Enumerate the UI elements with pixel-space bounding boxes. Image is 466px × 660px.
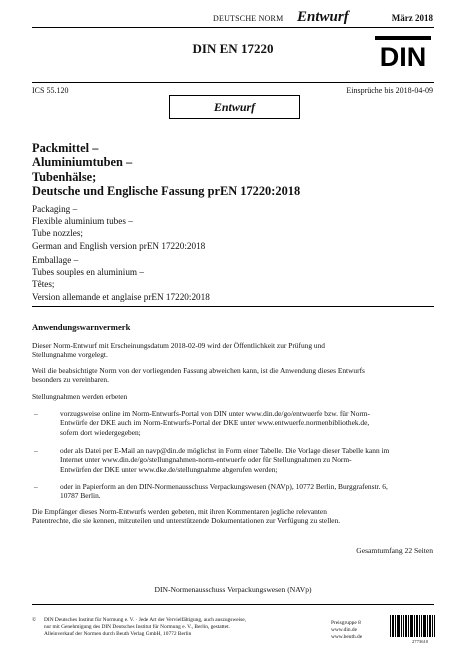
- title-fr-line: Têtes;: [32, 279, 55, 290]
- section-divider: [32, 306, 434, 307]
- warning-paragraph-1: [32, 341, 438, 360]
- text-line: Entwürfe der DKE auch im Norm-Entwurfs-Portal der DKE unter www.entwuerfe.normenbibliothek.de,: [60, 418, 370, 428]
- title-en-line: Flexible aluminium tubes –: [32, 216, 133, 227]
- committee-name: DIN-Normenausschuss Verpackungswesen (NAVp): [154, 585, 312, 594]
- warning-paragraph-3: Stellungnahmen werden erbeten: [32, 392, 128, 401]
- text-line: Weil die beabsichtigte Norm von der vorliegenden Fassung abweichen kann, ist die Anwendung dieses Entwurfs: [32, 366, 365, 375]
- text-line: Die Empfänger dieses Norm-Entwurfs werden gebeten, mit ihren Kommentaren jegliche relevanten: [32, 507, 327, 516]
- text-line: nur mit Genehmigung des DIN Deutsches Institut für Normung e. V., Berlin, gestattet.: [44, 624, 230, 630]
- title-fr-line: Tubes souples en aluminium –: [32, 267, 144, 278]
- text-line: www.din.de: [331, 627, 357, 633]
- text-line: besonders zu vereinbaren.: [32, 375, 109, 385]
- list-item-text: [60, 409, 438, 437]
- list-dash: –: [34, 446, 38, 455]
- warning-heading: Anwendungswarnvermerk: [32, 322, 131, 332]
- copyright-lines: [44, 617, 304, 638]
- list-dash: –: [34, 482, 38, 491]
- text-line: vorzugsweise online im Norm-Entwurfs-Portal von DIN unter www.din.de/go/entwuerfe bzw. für Norm-: [60, 409, 370, 418]
- warning-paragraph-2: [32, 366, 438, 385]
- text-line: oder in Papierform an den DIN-Normenausschuss Verpackungswesen (NAVp), 10772 Berlin, Burggrafenstr. 6,: [60, 482, 388, 491]
- text-line: Preisgruppe 8: [331, 620, 361, 626]
- title-en-line: German and English version prEN 17220:2018: [32, 240, 206, 251]
- list-item-text: [60, 482, 438, 501]
- title-fr-line: Emballage –: [32, 255, 79, 265]
- text-line: oder als Datei per E-Mail an navp@din.de möglichst in Form einer Tabelle. Die Vorlage dieser Tabelle kann im: [60, 446, 390, 455]
- norm-type-label: DEUTSCHE NORM: [213, 14, 284, 23]
- barcode-number: 2773610: [412, 639, 429, 644]
- objection-deadline: Einsprüche bis 2018-04-09: [346, 86, 433, 95]
- header-divider: [32, 27, 434, 28]
- text-line: www.beuth.de: [331, 634, 363, 640]
- footer-divider: [32, 604, 434, 605]
- ics-code: ICS 55.120: [32, 86, 69, 95]
- text-line: Stellungnahme vorgelegt.: [32, 350, 108, 360]
- title-fr-line: Version allemande et anglaise prEN 17220:2018: [32, 291, 210, 302]
- text-line: Patentrechte, die sie kennen, mitzuteilen und unterstützende Dokumentationen zur Verfügung zu stellen.: [32, 516, 341, 526]
- text-line: sofern dort wiedergegeben;: [60, 427, 141, 437]
- copyright-icon: ©: [32, 617, 37, 623]
- text-line: Alleinverkauf der Normen durch Beuth Verlag GmbH, 10772 Berlin: [44, 631, 192, 637]
- title-german: [32, 141, 442, 199]
- barcode-icon: [390, 615, 435, 637]
- price-group: [331, 620, 381, 641]
- patent-paragraph: [32, 507, 438, 526]
- draft-header-label: Entwurf: [297, 9, 349, 25]
- title-en-line: Packaging –: [32, 204, 78, 214]
- standard-divider: [32, 82, 434, 83]
- list-dash: –: [34, 409, 38, 418]
- list-item-text: [60, 446, 438, 474]
- title-french: [32, 254, 442, 303]
- text-line: Internet unter www.din.de/go/stellungnahmen-norm-entwuerfe oder für Stellungnahmen zu Norm-: [60, 455, 352, 465]
- text-line: 10787 Berlin.: [60, 491, 101, 501]
- title-de-line: Packmittel –: [32, 141, 99, 155]
- din-logo-icon: [374, 35, 432, 70]
- title-en-line: Tube nozzles;: [32, 228, 83, 239]
- title-de-line: Tubenhälse;: [32, 169, 97, 184]
- total-pages: Gesamtumfang 22 Seiten: [356, 546, 433, 555]
- standard-number: DIN EN 17220: [192, 41, 274, 56]
- title-de-line: Aluminiumtuben –: [32, 155, 133, 170]
- title-de-line: Deutsche und Englische Fassung prEN 17220:2018: [32, 184, 301, 199]
- text-line: DIN Deutsches Institut für Normung e. V. · Jede Art der Vervielfältigung, auch auszugsweise,: [44, 617, 246, 623]
- publication-date: März 2018: [391, 13, 433, 23]
- draft-box: Entwurf: [169, 95, 300, 119]
- text-line: Entwürfen der DKE unter www.dke.de/stellungnahme abgerufen werden;: [60, 464, 278, 474]
- din-logo-text: DIN: [379, 42, 427, 70]
- text-line: Dieser Norm-Entwurf mit Erscheinungsdatum 2018-02-09 wird der Öffentlichkeit zur Prüfung und: [32, 341, 325, 350]
- title-english: [32, 203, 442, 252]
